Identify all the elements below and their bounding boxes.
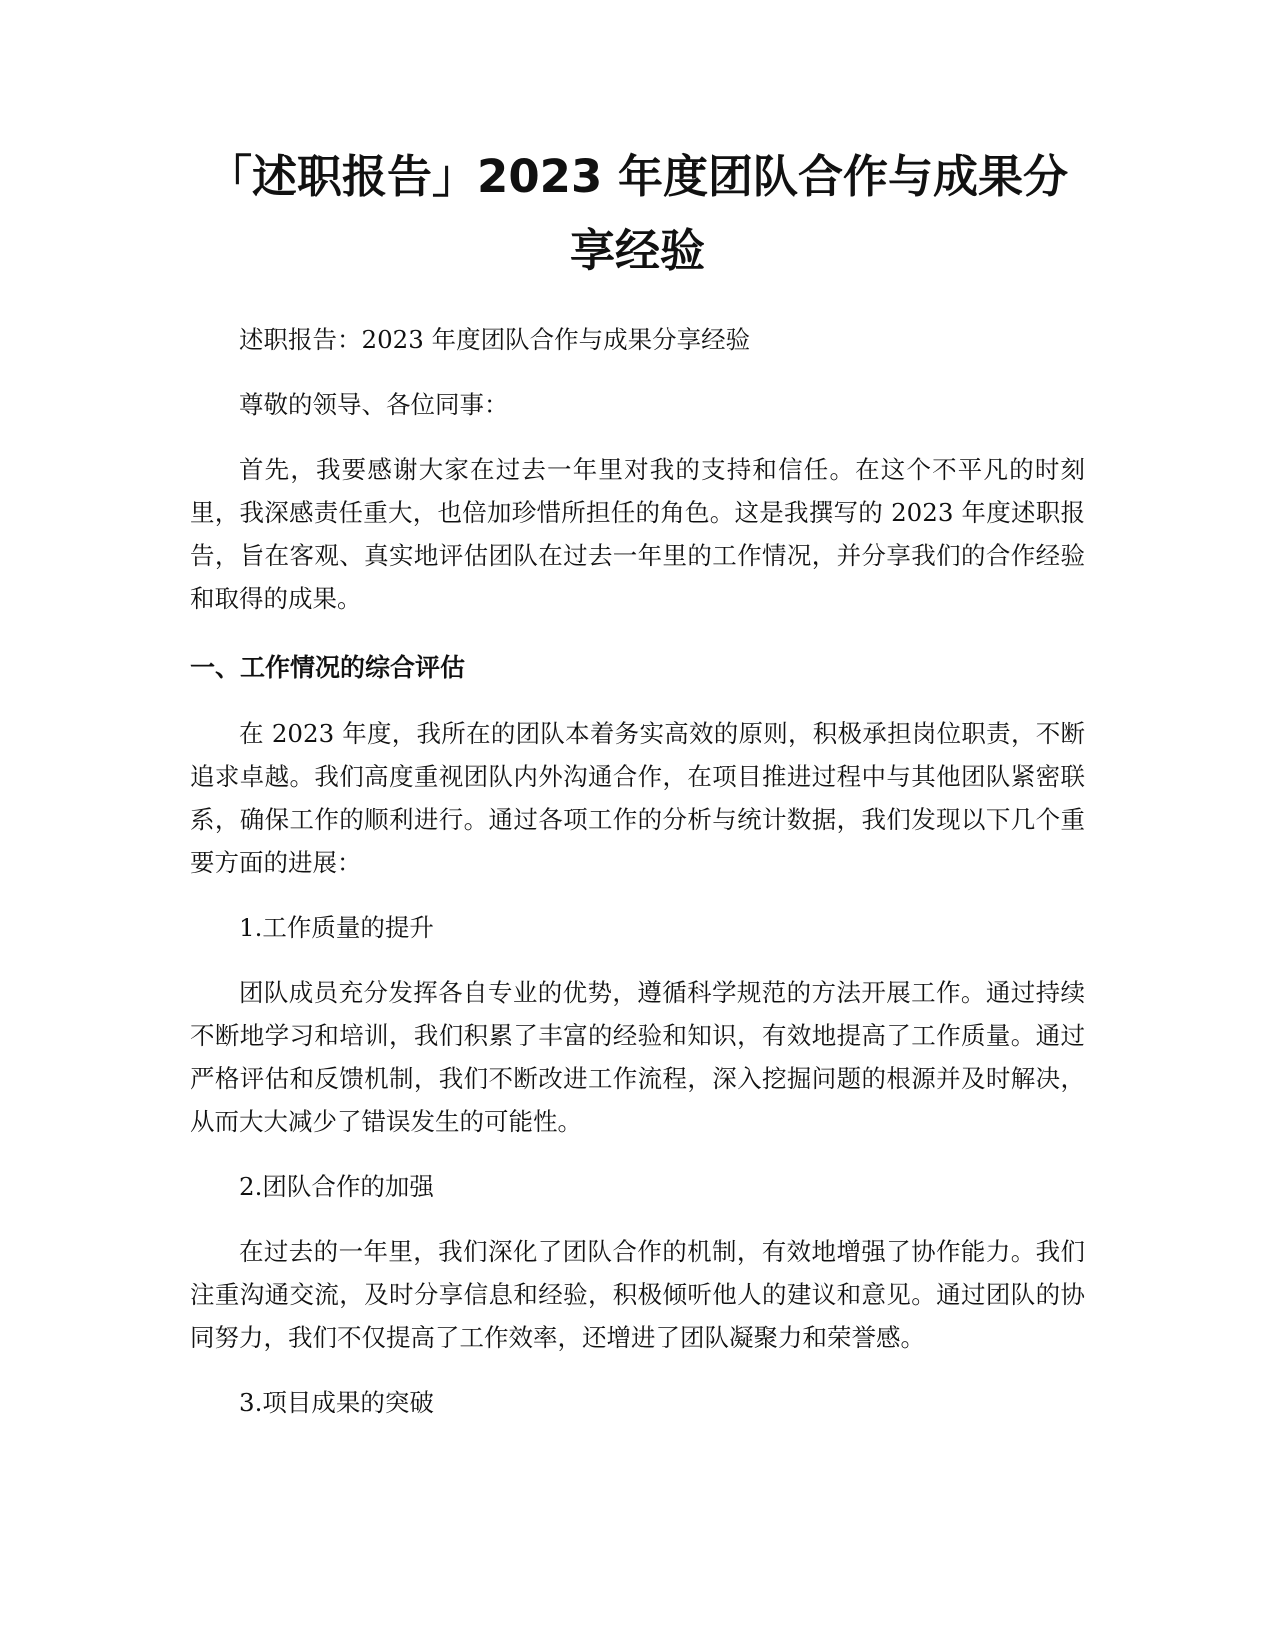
section-1-intro: 在 2023 年度，我所在的团队本着务实高效的原则，积极承担岗位职责，不断追求卓越。我们高度重视团队内外沟通合作，在项目推进过程中与其他团队紧密联系，确保工作的顺利进行。通过各项工作的分析与统计数据，我们发现以下几个重要方面的进展： [190, 719, 1085, 877]
sub-heading-teamwork: 2.团队合作的加强 [239, 1172, 434, 1201]
document-title: 「述职报告」2023 年度团队合作与成果分享经验 [207, 150, 1068, 277]
greeting: 尊敬的领导、各位同事： [239, 390, 509, 419]
sub-heading-quality: 1.工作质量的提升 [239, 913, 434, 942]
document-subtitle: 述职报告：2023 年度团队合作与成果分享经验 [239, 325, 751, 354]
sub-heading-project-results: 3.项目成果的突破 [239, 1388, 434, 1417]
section-heading-1: 一、工作情况的综合评估 [190, 653, 466, 682]
paragraph-teamwork: 在过去的一年里，我们深化了团队合作的机制，有效地增强了协作能力。我们注重沟通交流，及时分享信息和经验，积极倾听他人的建议和意见。通过团队的协同努力，我们不仅提高了工作效率，还增进了团队凝聚力和荣誉感。 [190, 1237, 1085, 1352]
paragraph-quality: 团队成员充分发挥各自专业的优势，遵循科学规范的方法开展工作。通过持续不断地学习和培训，我们积累了丰富的经验和知识，有效地提高了工作质量。通过严格评估和反馈机制，我们不断改进工作流程，深入挖掘问题的根源并及时解决，从而大大减少了错误发生的可能性。 [190, 978, 1085, 1136]
intro-paragraph: 首先，我要感谢大家在过去一年里对我的支持和信任。在这个不平凡的时刻里，我深感责任重大，也倍加珍惜所担任的角色。这是我撰写的 2023 年度述职报告，旨在客观、真实地评估团队在过去一年里的工作情况，并分享我们的合作经验和取得的成果。 [190, 455, 1085, 613]
